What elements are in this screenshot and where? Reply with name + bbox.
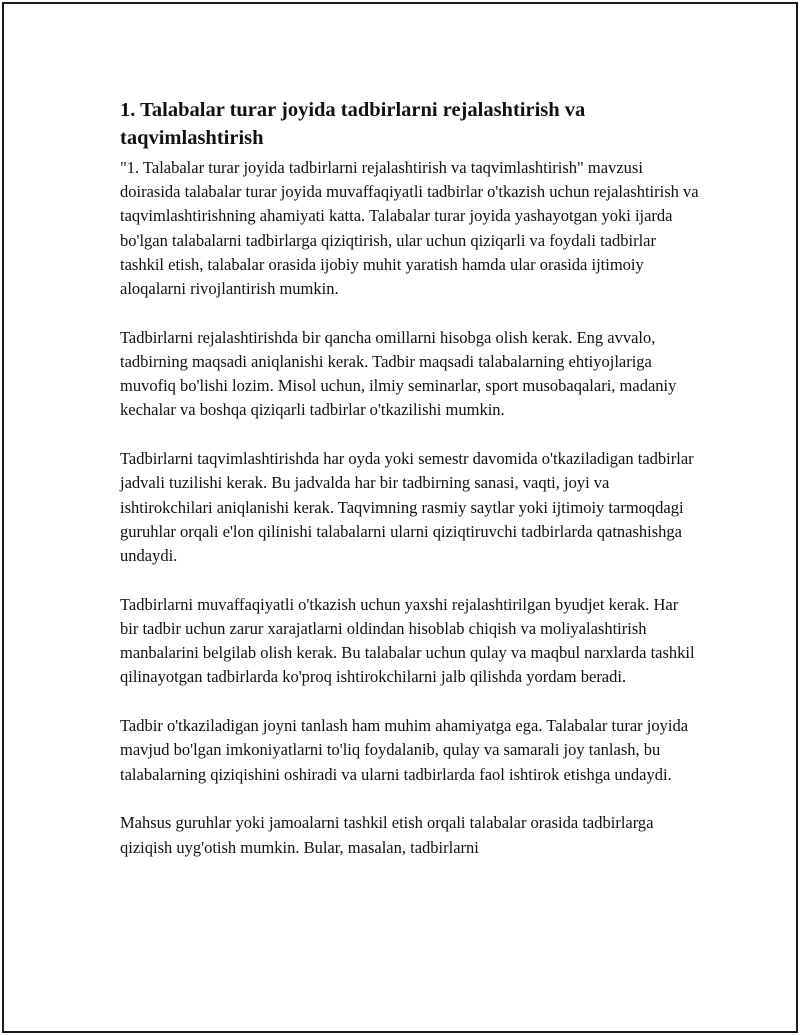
page-frame — [2, 2, 798, 1033]
paragraph-3: Tadbirlarni taqvimlashtirishda har oyda yoki semestr davomida o'tkaziladigan tadbirlar jadvali tuzilishi kerak. Bu jadvalda har bir tadbirning sanasi, vaqti, joyi va ishtirokchilari aniqlanishi kerak. Taqvimning rasmiy saytlar yoki ijtimoiy tarmoqdagi guruhlar orqali e'lon qilinishi talabalarni ularni qiziqtiruvchi tadbirlarda qatnashishga undaydi. — [120, 449, 694, 566]
paragraph-6: Mahsus guruhlar yoki jamoalarni tashkil etish orqali talabalar orasida tadbirlarga qiziqish uyg'otish mumkin. Bular, masalan, tadbirlarni — [120, 813, 654, 857]
paragraph-5: Tadbir o'tkaziladigan joyni tanlash ham muhim ahamiyatga ega. Talabalar turar joyida mavjud bo'lgan imkoniyatlarni to'liq foydalanib, qulay va samarali joy tanlash, bu talabalarning qiziqishini oshiradi va ularni tadbirlarda faol ishtirok etishga undaydi. — [120, 716, 689, 784]
section-heading: 1. Talabalar turar joyida tadbirlarni rejalashtirish va taqvimlashtirish — [120, 99, 586, 149]
paragraph-1: "1. Talabalar turar joyida tadbirlarni rejalashtirish va taqvimlashtirish" mavzusi doirasida talabalar turar joyida muvaffaqiyatli tadbirlar o'tkazish uchun rejalashtirish va taqvimlashtirishning ahamiyati katta. Talabalar turar joyida yashayotgan yoki ijarda bo'lgan talabalarni tadbirlarga qiziqtirish, ular uchun qiziqarli va foydali tadbirlar tashkil etish, talabalar orasida ijobiy muhit yaratish hamda ular orasida ijtimoiy aloqalarni rivojlantirish mumkin. — [120, 158, 699, 299]
paragraph-2: Tadbirlarni rejalashtirishda bir qancha omillarni hisobga olish kerak. Eng avvalo, tadbirning maqsadi aniqlanishi kerak. Tadbir maqsadi talabalarning ehtiyojlariga muvofiq bo'lishi lozim. Misol uchun, ilmiy seminarlar, sport musobaqalari, madaniy kechalar va boshqa qiziqarli tadbirlar o'tkazilishi mumkin. — [120, 327, 677, 420]
document-body — [120, 96, 700, 884]
paragraph-4: Tadbirlarni muvaffaqiyatli o'tkazish uchun yaxshi rejalashtirilgan byudjet kerak. Har bir tadbir uchun zarur xarajatlarni oldindan hisoblab chiqish va moliyalashtirish manbalarini belgilab olish kerak. Bu talabalar uchun qulay va maqbul narxlarda tashkil qilinayotgan tadbirlarda ko'proq ishtirokchilarni jalb qilishda yordam beradi. — [120, 594, 695, 687]
